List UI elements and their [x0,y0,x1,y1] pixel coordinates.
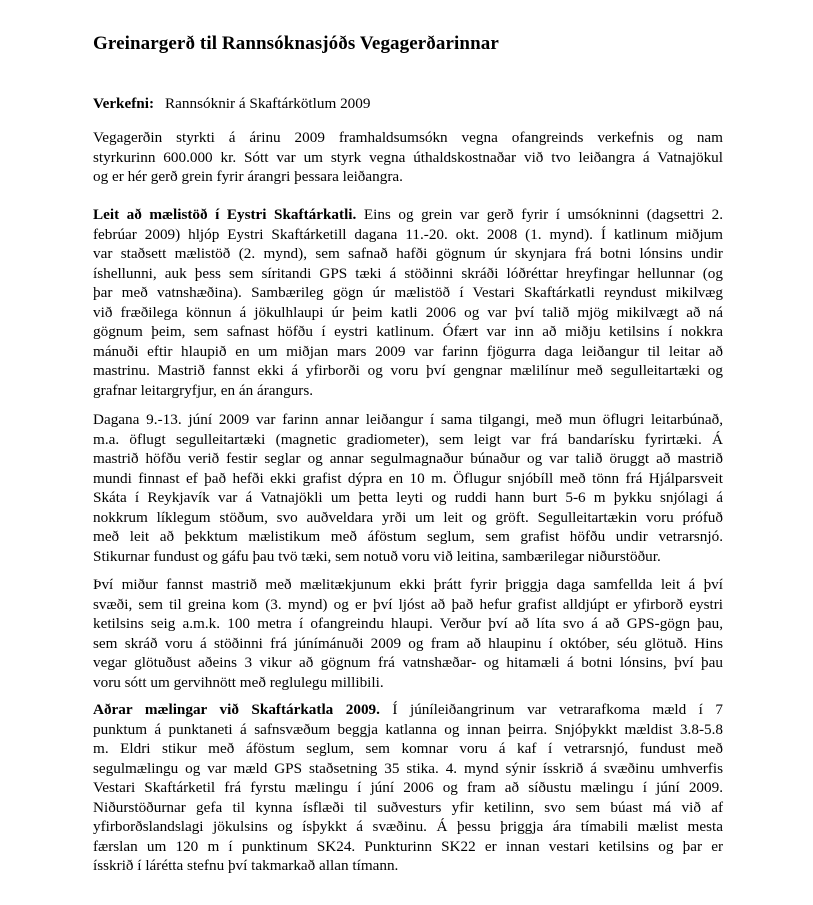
text-line: Dagana 9.-13. júní 2009 var farinn annar leiðangur í sama tilgangi, með mun öflugri leitarbúnað, [93,411,723,428]
text-line: m.a. öflugt segulleitartæki (magnetic gradiometer), sem leigt var frá bandarísku fyrirtæki. Á [93,430,723,448]
text-line: og er hér gerð grein fyrir árangri þessara leiðangra. [93,168,403,186]
text-fragment: Eins og grein var gerð fyrir í umsókninni (dagsettri 2. [356,206,723,223]
text-line: styrkurinn 600.000 kr. Sótt var um styrk vegna úthaldskostnaðar við tvo leiðangra á Vatnajökul [93,148,723,166]
paragraph-funding [93,128,723,187]
text-line: Skáta í Reykjavík var á Vatnajökli um þetta leyti og ruddi hann burt 5-6 m þykku snjólagi á [93,489,723,507]
paragraph-search-station [93,205,723,400]
text-line: vegar glötuðust aðeins 3 vikur að gögnum frá vatnshæðar- og hitamæli á botni lónsins, því þau [93,654,723,672]
text-line: gögnum þeim, sem safnast höfðu í eystri katlinum. Ófært var inn að miðju ketilsins í nokkra [93,323,723,341]
text-line: mundi finnast ef það hefði ekki grafist dýpra en 10 m. Öflugur snjóbíll með tönn frá Hjálparsveit [93,469,723,487]
text-line: íshellunni, auk þess sem síritandi GPS tæki á stöðinni skráði lóðréttar hreyfingar hellunnar (og [93,264,723,282]
text-line: punktum á punktaneti á safnsvæðum beggja katlanna og innan þeirra. Snjóþykkt mældist 3.8-5.8 [93,720,723,738]
text-line: segulmælingu og var mæld GPS staðsetning 35 stika. 4. mynd sýnir ísskrið á svæðinu umhverfis [93,759,723,777]
text-line: var staðsett mælistöð (2. mynd), sem safnað hafði gögnum úr skynjara frá botni lónsins undir [93,245,723,263]
text-line [93,205,723,225]
text-fragment: Í júníleiðangrinum var vetrarafkoma mæld í 7 [379,701,723,718]
paragraph-results [93,575,723,692]
text-line: með leit að þekktum mælistikum með áföstum seglum, sem grafist höfðu undir vetrarsnjó. [93,528,723,546]
text-line: við fræðilega könnun á jökulhlaupi úr þeim katli 2006 og var því talið mjög mikilvægt að ná [93,303,723,321]
text-line: þar með vatnshæðina). Sambærileg gögn úr mælistöð í Vestari Skaftárkatli reyndust mikilvæg [93,284,723,302]
text-line: ísskrið í lárétta stefnu því takmarkað allan tímann. [93,857,399,875]
text-line: Því miður fannst mastrið með mælitækjunum ekki þrátt fyrir þriggja daga samfellda leit á því [93,576,723,593]
paragraph-june-expedition [93,410,723,566]
text-line: m. Eldri stikur með áföstum seglum, sem komnar voru á kaf í vetrarsnjó, fundust með [93,740,723,758]
text-line: ketilsins seig a.m.k. 100 metra í ofangreindu hlaupi. Verður því að líta svo á að GPS-gögn þau, [93,615,723,633]
text-line: febrúar 2009) hljóp Eystri Skaftárketill dagana 11.-20. okt. 2008 (1. mynd). Í katlinum miðjum [93,225,723,243]
text-line: mastrinu. Mastrið fannst ekki á yfirborði og voru því gengnar mælilínur með segulleitartæki og [93,362,723,380]
text-line: voru sótt um gervihnött með reglulegu millibili. [93,673,384,691]
text-line: yfirborðslandslagi jökulsins og ísþykkt á svæðinu. Á þessu þriggja ára tímabili mælist mesta [93,818,723,836]
text-line: Vestari Skaftárketil frá fyrstu mælingu í júní 2006 og fram að síðustu mælingu í júní 2009. [93,779,723,797]
text-line: mánuði eftir hlaupið en um miðjan mars 2009 var farinn fjögurra daga leiðangur til leitar að [93,342,723,360]
text-line: grafnar leitargryfjur, en án árangurs. [93,381,314,399]
paragraph-other-measurements [93,700,723,876]
text-line: Stikurnar fundust og gáfu þau tvö tæki, sem notuð voru við leitina, sambærilegar niðurstöður. [93,547,661,565]
text-line: færslan um 120 m í punktinum SK24. Punkturinn SK22 er innan vestari ketilsins og þar er [93,837,723,855]
section-heading: Aðrar mælingar við Skaftárkatla 2009. [93,701,380,718]
project-label: Verkefni: [93,95,155,112]
page-title: Greinargerð til Rannsóknasjóðs Vegagerðarinnar [93,33,499,54]
text-line: sem skráð voru á stöðinni frá júnímánuði 2009 og fram að hlaupinu í október, séu glötuð. Hins [93,634,723,652]
text-line: mastrið höfðu verið festir seglar og annar segulmagnaður búnaður og var talið öruggt að mastrið [93,450,723,468]
project-name: Rannsóknir á Skaftárkötlum 2009 [165,95,371,112]
text-line [93,700,723,720]
section-heading: Leit að mælistöð í Eystri Skaftárkatli. [93,206,357,223]
text-line: nokkrum líklegum stöðum, svo auðveldara yrði um leit og gröft. Segulleitartækin voru prófuð [93,508,723,526]
text-line: Vegagerðin styrkti á árinu 2009 framhaldsumsókn vegna ofangreinds verkefnis og nam [93,129,723,146]
text-line: svæði, sem til greina kom (3. mynd) og er því ljóst að það hefur grafist alldjúpt er yfirborð eystri [93,595,723,613]
text-line: Niðurstöðurnar gefa til kynna ísflæði til suðvesturs yfir ketilinn, svo sem búast má við af [93,798,723,816]
project-line [93,95,370,113]
